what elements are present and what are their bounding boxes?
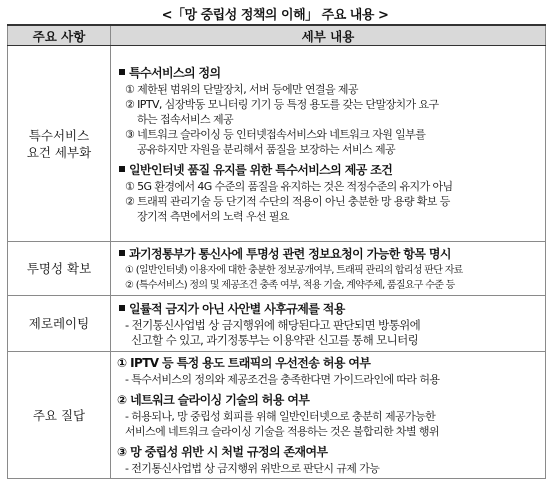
list-item: - 전기통신사업법 상 금지행위에 해당된다고 판단되면 방통위에 <box>125 317 421 332</box>
table-row <box>8 352 546 479</box>
row-details <box>111 242 546 296</box>
section-heading: 과기정통부가 통신사에 투명성 관련 정보요청이 가능한 항목 명시 <box>117 246 541 262</box>
bullet-square-icon <box>119 305 125 311</box>
list-item: ② 트래픽 관리기술 등 단기적 수단의 적용이 아닌 충분한 망 용량 확보 등 <box>125 194 450 208</box>
table-row <box>8 296 546 352</box>
list-item: ② IPTV, 심장박동 모니터링 기기 등 특정 용도를 갖는 단말장치가 요구 <box>125 97 439 111</box>
row-details <box>111 352 546 479</box>
list-item: - 전기통신사업법 상 금지행위 위반으로 판단시 규제 가능 <box>125 462 380 475</box>
list-item: 공유하지만 자원을 분리해서 품질을 보장하는 서비스 제공 <box>137 142 396 156</box>
list-item: - 허용되나, 망 중립성 회피를 위해 일반인터넷으로 충분히 제공가능한 <box>125 410 436 423</box>
row-category <box>8 352 111 479</box>
category-label: 주요 질답 <box>32 407 86 423</box>
row-category <box>8 296 111 352</box>
row-details <box>111 296 546 352</box>
list-item: 신고할 수 있고, 과기정통부는 이용약관 신고를 통해 모니터링 <box>131 332 419 347</box>
header-category: 주요 사항 <box>8 25 111 46</box>
list-item: 하는 접속서비스 제공 <box>137 112 234 126</box>
section-heading: ① IPTV 등 특정 용도 트래픽의 우선전송 허용 여부 <box>117 356 371 370</box>
list-item: ③ 네트워크 슬라이싱 등 인터넷접속서비스와 네트워크 자원 일부를 <box>125 127 426 141</box>
row-category <box>8 242 111 296</box>
category-label: 제로레이팅 <box>28 316 90 331</box>
page-title: <「망 중립성 정책의 이해」 주요 내용 > <box>161 8 389 23</box>
bullet-square-icon <box>119 166 125 172</box>
category-label: 특수서비스 요건 세부화 <box>26 127 92 160</box>
list-item: ② (특수서비스) 정의 및 제공조건 충족 여부, 적용 기술, 계약주체, 품질요구 수준 등 <box>125 279 455 291</box>
list-item: 서비스에 네트워크 슬라이싱 기술을 적용하는 것은 불합리한 차별 행위 <box>125 425 439 438</box>
section-heading: 일률적 금지가 아닌 사안별 사후규제를 적용 <box>117 301 541 317</box>
table-row <box>8 46 546 242</box>
list-item: - 특수서비스의 정의와 제공조건을 충족한다면 가이드라인에 따라 허용 <box>125 373 440 386</box>
header-details: 세부 내용 <box>111 25 546 46</box>
row-details <box>111 46 546 242</box>
list-item: 장기적 측면에서의 노력 우선 필요 <box>137 209 289 223</box>
list-item: ① (일반인터넷) 이용자에 대한 충분한 정보공개여부, 트래픽 관리의 합리성 판단 자료 <box>125 264 463 276</box>
bullet-square-icon <box>119 69 125 75</box>
row-category <box>8 46 111 242</box>
list-item: ① 제한된 범위의 단말장치, 서버 등에만 연결을 제공 <box>125 82 358 96</box>
table-header-row <box>8 25 546 46</box>
list-item: ① 5G 환경에서 4G 수준의 품질을 유지하는 것은 적정수준의 유지가 아님 <box>125 179 453 193</box>
section-heading: ② 네트워크 슬라이싱 기술의 허용 여부 <box>117 393 310 407</box>
section-heading: 특수서비스의 정의 <box>117 65 541 81</box>
category-label: 투명성 확보 <box>26 261 92 276</box>
bullet-square-icon <box>119 250 125 256</box>
section-heading: ③ 망 중립성 위반 시 처벌 규정의 존재여부 <box>117 445 328 459</box>
summary-table <box>7 24 546 479</box>
table-row <box>8 242 546 296</box>
section-heading: 일반인터넷 품질 유지를 위한 특수서비스의 제공 조건 <box>117 162 541 178</box>
